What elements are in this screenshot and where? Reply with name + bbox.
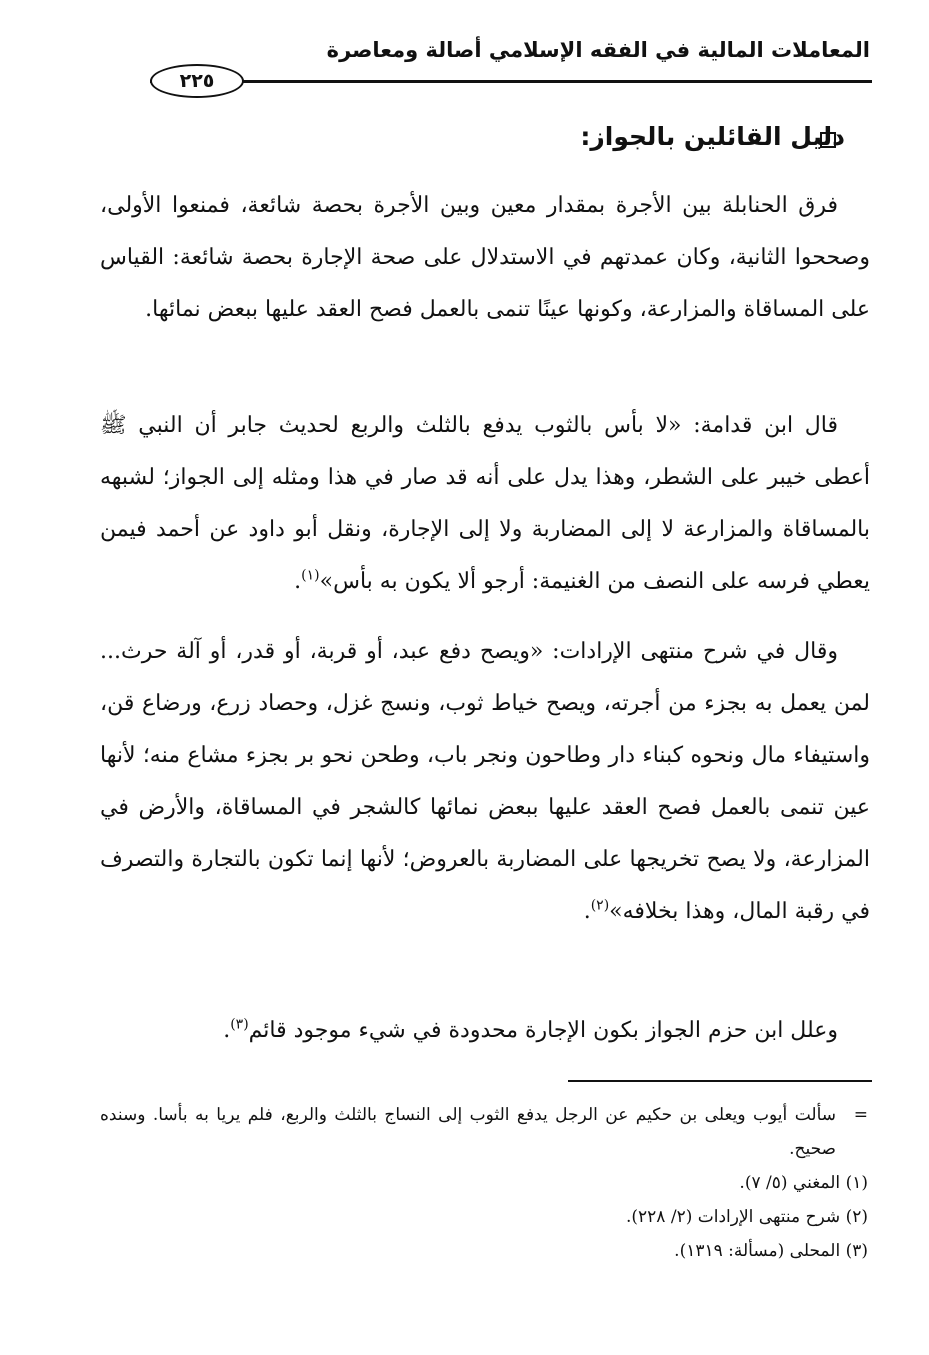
section-heading: دليل القائلين بالجواز: (580, 122, 845, 151)
footnote-number: (٣) (845, 1241, 868, 1261)
footnotes (100, 1098, 868, 1268)
footnote-separator (568, 1080, 872, 1082)
footnote-continuation (100, 1098, 868, 1166)
footnote-ref[interactable]: (٣) (230, 1016, 249, 1033)
paragraph-text: وقال في شرح منتهى الإرادات: «ويصح دفع عبد، أو قربة، أو قدر، أو آلة حرث... لمن يعمل به بجزء من أجرته، ويصح خياط ثوب، ونسج غزل، وحصاد زرع، ورضاع قن، واستيفاء مال ونحوه كبناء دار وطاحون ونجر باب، وطحن نحو بر بجزء مشاع منه؛ لأنها عين تنمى بالعمل فصح العقد عليها ببعض نمائها كالشجر في المساقاة، والأرض في المزارعة، ولا يصح تخريجها على المضاربة بالعروض؛ لأنها إنما تكون بالتجارة والتصرف في رقبة المال، وهذا بخلافه» (100, 639, 870, 924)
page-number: ٢٢٥ (150, 64, 244, 98)
footnote-text: المحلى (مسألة: ١٣١٩). (674, 1241, 841, 1261)
running-head-title: المعاملات المالية في الفقه الإسلامي أصالة ومعاصرة (326, 38, 870, 62)
footnote-text: سألت أيوب ويعلى بن حكيم عن الرجل يدفع الثوب إلى النساج بالثلث والربع، فلم يريا به بأسا. وسنده صحيح. (100, 1105, 836, 1159)
header-rule (150, 80, 872, 83)
footnote-text: شرح منتهى الإرادات (٢/ ٢٢٨). (625, 1207, 841, 1227)
footnote-item (100, 1166, 868, 1200)
footnote-item (100, 1200, 868, 1234)
footnote-number: (١) (845, 1173, 868, 1193)
paragraph-text: فرق الحنابلة بين الأجرة بمقدار معين وبين الأجرة بحصة شائعة، فمنعوا الأولى، وصححوا الثانية، وكان عمدتهم في الاستدلال على صحة الإجارة بحصة شائعة: القياس على المساقاة والمزارعة، وكونها عينًا تنمى بالعمل فصح العقد عليها ببعض نمائها. (100, 193, 870, 322)
footnote-number: (٢) (845, 1207, 868, 1227)
paragraph-text: وعلل ابن حزم الجواز بكون الإجارة محدودة في شيء موجود قائم (248, 1018, 838, 1043)
paragraph-muntaha-quote: وقال في شرح منتهى الإرادات: «ويصح دفع عبد، أو قربة، أو قدر، أو آلة حرث... لمن يعمل به بجزء من أجرته، ويصح خياط ثوب، ونسج غزل، وحصاد زرع، ورضاع قن، واستيفاء مال ونحوه كبناء دار وطاحون ونجر باب، وطحن نحو بر بجزء مشاع منه؛ لأنها عين تنمى بالعمل فصح العقد عليها ببعض نمائها كالشجر في المساقاة، والأرض في المزارعة، ولا يصح تخريجها على المضاربة بالعروض؛ لأنها إنما تكون بالتجارة والتصرف في رقبة المال، وهذا بخلافه»$^{(٢)}$. (100, 639, 870, 924)
paragraph-text: قال ابن قدامة: «لا بأس بالثوب يدفع بالثلث والربع لحديث جابر أن النبي ﷺ أعطى خيبر على الشطر، وهذا يدل على أنه قد صار في هذا ومثله إلى الجواز؛ لشبهه بالمساقاة والمزارعة لا إلى المضاربة ولا إلى الإجارة، ونقل أبو داود عن أحمد فيمن يعطي فرسه على النصف من الغنيمة: أرجو ألا يكون به بأس» (100, 413, 870, 594)
footnote-text: المغني (٥/ ٧). (739, 1173, 841, 1193)
paragraph-hanbali-view (100, 180, 870, 336)
paragraph-ibn-hazm: وعلل ابن حزم الجواز بكون الإجارة محدودة في شيء موجود قائم$^{(٣)}$. (223, 1016, 838, 1043)
footnote-ref[interactable]: (١) (301, 567, 320, 584)
paragraph-ibn-qudama-quote: قال ابن قدامة: «لا بأس بالثوب يدفع بالثلث والربع لحديث جابر أن النبي ﷺ أعطى خيبر على الشطر، وهذا يدل على أنه قد صار في هذا ومثله إلى الجواز؛ لشبهه بالمساقاة والمزارعة لا إلى المضاربة ولا إلى الإجارة، ونقل أبو داود عن أحمد فيمن يعطي فرسه على النصف من الغنيمة: أرجو ألا يكون به بأس»$^{(١)}$. (100, 413, 870, 594)
continuation-marker: = (853, 1105, 868, 1125)
footnote-ref[interactable]: (٢) (590, 897, 610, 914)
footnote-item (100, 1234, 868, 1268)
